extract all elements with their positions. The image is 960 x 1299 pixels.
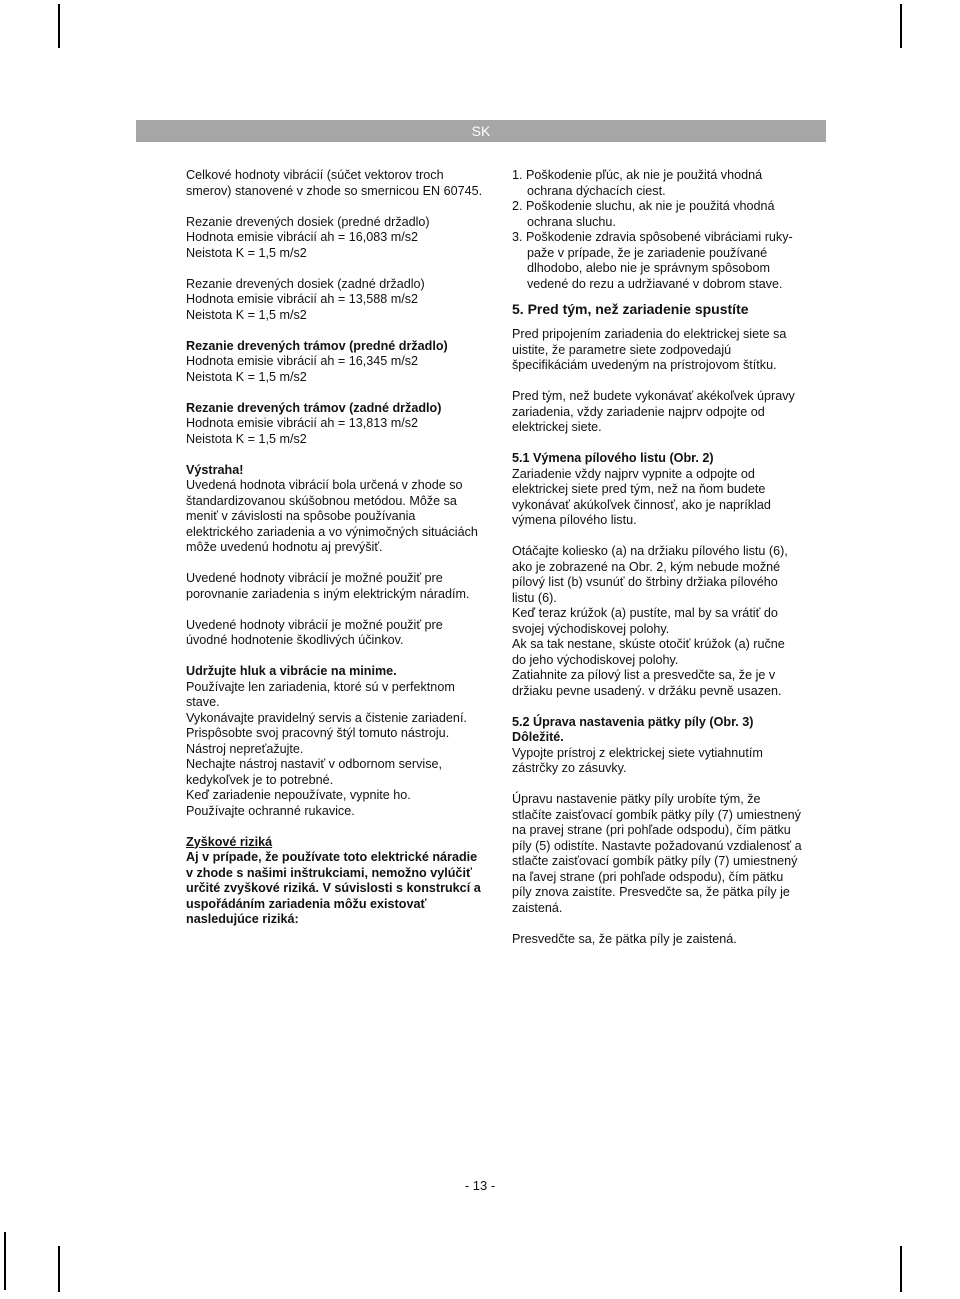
section-5-1-paragraph: Zariadenie vždy najprv vypnite a odpojte od elektrickej siete pred tým, než na ňom budete vykonávať akúkoľvek činnosť, ako je napríklad výmena pílového listu. [512,466,771,527]
vibration-intro: Celkové hodnoty vibrácií (súčet vektorov troch smerov) stanovené v zhode so smernicou EN 60745. [186,168,483,198]
keep-noise-line: Používajte len zariadenia, ktoré sú v perfektnom stave. [186,679,455,709]
keep-noise-line: Nástroj nepreťažujte. [186,741,304,756]
block-emission: Hodnota emisie vibrácií ah = 16,345 m/s2 [186,354,419,368]
block-title: Rezanie drevených dosiek (zadné držadlo) [186,276,425,291]
residual-risk-title: Zyškové riziká [186,834,273,849]
crop-mark [58,1246,60,1292]
keep-noise-title: Udržujte hluk a vibrácie na minime. [186,664,397,678]
section-5-2-paragraph: Úpravu nastavenie pätky píly urobíte tým, že stlačíte zaisťovací gombík pätky píly (7) umiestnený na pravej strane (pri pohľade odspodu), čím pätku píly (5) odistíte. Nastavte požadovanú vzdialenosť a stlačte zaisťovací gombík pätky píly (7) umiestnený na ľavej strane (pri pohľade odspodu), čím pätku píly znova zaistíte. Presvedčte sa, že pätka píly je zaistená. [512,792,802,915]
keep-noise-line: Nechajte nástroj nastaviť v odbornom servise, kedykoľvek je to potrebné. [186,757,443,787]
section-5-1-paragraph: Ak sa tak nestane, skúste otočiť krúžok (a) ručne do jeho východiskovej polohy. [512,637,785,667]
damage-item: 3. Poškodenie zdravia spôsobené vibráciami ruky-paže v prípade, že je zariadenie používané dlhodobo, alebo nie je správnym spôsobom vedené do rezu a udržiavané v dobrom stave. [512,230,793,291]
keep-noise-line: Keď zariadenie nepoužívate, vypnite ho. [186,788,411,802]
section-5-1-title: 5.1 Výmena pílového listu (Obr. 2) [512,451,714,465]
assessment-paragraph: Uvedené hodnoty vibrácií je možné použiť pre úvodné hodnotenie škodlivých účinkov. [186,617,443,647]
crop-mark [4,1232,6,1290]
block-uncertainty: Neistota K = 1,5 m/s2 [186,369,307,384]
keep-noise-line: Používajte ochranné rukavice. [186,803,355,818]
block-uncertainty: Neistota K = 1,5 m/s2 [186,431,307,446]
block-emission: Hodnota emisie vibrácií ah = 13,813 m/s2 [186,416,419,430]
section-5-1-paragraph: Keď teraz krúžok (a) pustíte, mal by sa vrátiť do svojej východiskovej polohy. [512,606,778,636]
section-5-2-title: 5.2 Úprava nastavenia pätky píly (Obr. 3) [512,714,754,729]
damage-item: 1. Poškodenie pľúc, ak nie je použitá vhodná ochrana dýchacích ciest. [512,168,763,198]
important-label: Dôležité. [512,730,564,744]
crop-mark [900,4,902,48]
warning-text: Uvedená hodnota vibrácií bola určená v zhode so štandardizovanou skúšobnou metódou. Môže sa meniť v závislosti na spôsobe používania elektrického zariadenia a vo výnimočných situáciách môže uvedenú hodnotu aj prevýšiť. [186,478,478,554]
block-title: Rezanie drevených dosiek (predné držadlo) [186,214,430,229]
damage-list [512,168,802,292]
block-uncertainty: Neistota K = 1,5 m/s2 [186,307,307,322]
block-uncertainty: Neistota K = 1,5 m/s2 [186,245,307,260]
right-column [512,168,802,947]
block-emission: Hodnota emisie vibrácií ah = 13,588 m/s2 [186,292,419,306]
section-5-1-paragraph: Zatiahnite za pílový list a presvedčte sa, že je v držiaku pevne usadený. v držáku pevně usazen. [512,668,782,698]
block-title: Rezanie drevených trámov (zadné držadlo) [186,400,442,415]
language-header-bar [136,120,826,142]
page-number: - 13 - [464,1178,496,1193]
block-title: Rezanie drevených trámov (predné držadlo) [186,338,448,353]
section-5-title: 5. Pred tým, než zariadenie spustíte [512,301,749,317]
section-5-paragraph: Pred pripojením zariadenia do elektrickej siete sa uistite, že parametre siete zodpovedajú špecifikáciám uvedeným na prístrojovom štítku. [512,327,787,372]
keep-noise-line: Vykonávajte pravidelný servis a čistenie zariadení. [186,710,467,725]
warning-title: Výstraha! [186,462,244,477]
crop-mark [58,4,60,48]
left-column [186,168,486,928]
section-5-2-paragraph: Presvedčte sa, že pätka píly je zaistená. [512,931,737,946]
keep-noise-line: Prispôsobte svoj pracovný štýl tomuto nástroju. [186,726,450,740]
residual-risk-text: Aj v prípade, že používate toto elektrické náradie v zhode s našimi inštrukciami, nemožno vylúčiť určité zvyškové riziká. V súvislosti s konstrukcí a uspořádáním zariadenia môžu existovať nasledujúce riziká: [186,850,481,926]
language-label: SK [471,123,491,139]
damage-item: 2. Poškodenie sluchu, ak nie je použitá vhodná ochrana sluchu. [512,199,775,229]
crop-mark [900,1246,902,1292]
section-5-paragraph: Pred tým, než budete vykonávať akékoľvek úpravy zariadenia, vždy zariadenie najprv odpojte od elektrickej siete. [512,389,795,434]
section-5-1-paragraph: Otáčajte koliesko (a) na držiaku pílového listu (6), ako je zobrazené na Obr. 2, kým nebude možné pílový list (b) vsunúť do štrbiny držiaka pílového listu (6). [512,544,788,605]
section-5-2-paragraph: Vypojte prístroj z elektrickej siete vytiahnutím zástrčky zo zásuvky. [512,745,763,775]
comparison-paragraph: Uvedené hodnoty vibrácií je možné použiť pre porovnanie zariadenia s iným elektrickým náradím. [186,571,470,601]
block-emission: Hodnota emisie vibrácií ah = 16,083 m/s2 [186,230,419,244]
